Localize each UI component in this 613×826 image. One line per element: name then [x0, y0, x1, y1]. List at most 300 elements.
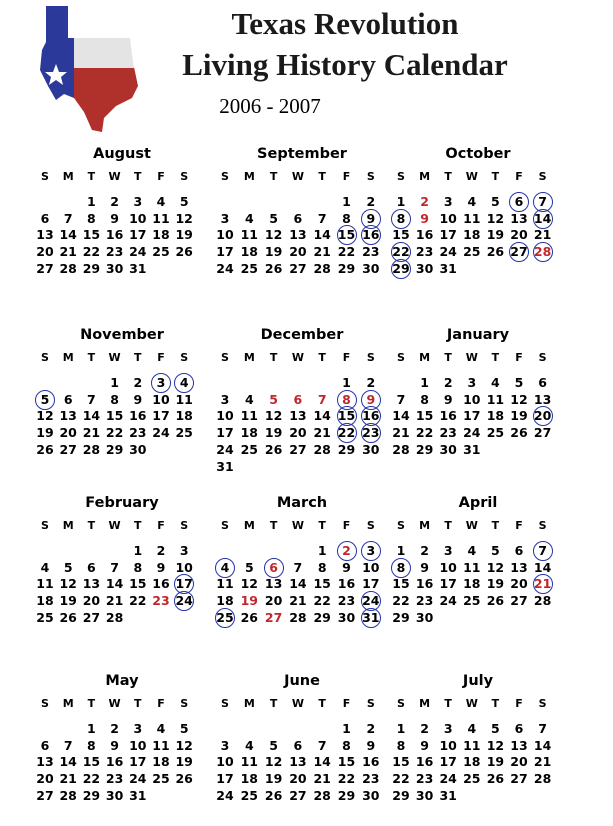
day-cell: 28	[59, 260, 77, 276]
day-cell: 26	[264, 787, 283, 803]
event-day-cell: 21	[532, 576, 554, 592]
day-cell: 21	[313, 771, 331, 787]
day-cell: 23	[439, 425, 457, 441]
day-cell: 31	[216, 458, 234, 474]
day-cell: 9	[110, 210, 119, 226]
day-cell: 8	[342, 210, 351, 226]
week-row	[36, 754, 208, 770]
day-cell: 28	[313, 787, 331, 803]
day-cell: 29	[415, 441, 434, 457]
day-cell: 24	[216, 787, 234, 803]
day-cell: 14	[105, 576, 124, 592]
day-cell: 14	[313, 227, 331, 243]
day-cell: 16	[105, 227, 124, 243]
day-cell: 25	[240, 260, 258, 276]
event-day-cell: 24	[173, 593, 195, 609]
day-cell: 28	[533, 771, 552, 787]
day-cell: 13	[59, 408, 77, 424]
day-cell: 2	[366, 375, 376, 390]
day-cell: 2	[366, 194, 376, 209]
week-row	[392, 408, 564, 424]
day-cell: 27	[82, 609, 101, 625]
week-row	[392, 610, 564, 626]
day-cell: 3	[220, 737, 230, 753]
day-cell: 24	[439, 244, 457, 260]
event-day-cell: 5	[34, 392, 56, 408]
event-day-cell: 15	[336, 408, 358, 424]
day-cell: 23	[152, 593, 170, 609]
calendar-title-line-1: Texas Revolution	[231, 6, 459, 41]
day-cell: 4	[156, 721, 166, 736]
weekday-label: S	[366, 697, 375, 710]
day-cell: 15	[392, 227, 410, 243]
event-day-cell: 6	[508, 194, 530, 210]
event-day-cell: 16	[360, 227, 382, 243]
day-cell: 19	[59, 593, 77, 609]
week-row	[36, 425, 208, 441]
day-cell: 23	[337, 593, 356, 609]
day-cell: 23	[105, 244, 124, 260]
calendar-title-line-2: Living History Calendar	[182, 47, 508, 82]
day-cell: 13	[264, 576, 283, 592]
event-day-cell: 8	[390, 560, 412, 576]
day-cell: 12	[175, 737, 193, 753]
day-cell: 23	[415, 771, 434, 787]
day-cell: 30	[362, 260, 380, 276]
day-cell: 10	[129, 210, 147, 226]
day-cell: 1	[396, 543, 406, 558]
day-cell: 17	[152, 408, 170, 424]
day-cell: 15	[337, 754, 356, 770]
weekday-label: M	[62, 170, 74, 183]
day-cell: 17	[439, 227, 457, 243]
weekday-label: S	[180, 697, 189, 710]
day-cell: 14	[533, 737, 552, 753]
month-name: August	[93, 146, 151, 162]
day-cell: 23	[362, 771, 380, 787]
day-cell: 25	[240, 787, 258, 803]
day-cell: 3	[467, 375, 477, 390]
week-row	[216, 194, 388, 210]
day-cell: 21	[105, 593, 124, 609]
day-cell: 10	[216, 408, 234, 424]
day-cell: 2	[110, 194, 119, 209]
day-cell: 12	[510, 391, 528, 407]
weekday-label: F	[515, 170, 523, 183]
day-cell: 11	[175, 391, 193, 407]
day-cell: 12	[486, 737, 505, 753]
weekday-label: S	[366, 351, 375, 364]
weekday-label: S	[221, 351, 229, 364]
event-day-cell: 8	[390, 211, 412, 227]
day-cell: 12	[264, 408, 283, 424]
weekday-label: W	[108, 351, 121, 364]
day-cell: 12	[240, 576, 258, 592]
day-cell: 20	[510, 576, 528, 592]
month-name: April	[458, 495, 498, 511]
week-row	[392, 543, 564, 559]
day-cell: 21	[533, 754, 552, 770]
weekday-label: T	[444, 351, 452, 364]
week-row	[36, 375, 208, 391]
weekday-label: S	[41, 170, 49, 183]
day-cell: 22	[313, 593, 331, 609]
week-row	[392, 738, 564, 754]
day-cell: 3	[443, 194, 453, 209]
day-cell: 12	[486, 559, 505, 575]
day-cell: 4	[491, 375, 500, 390]
month-name: January	[446, 327, 510, 343]
weekday-label: F	[157, 170, 165, 183]
day-cell: 20	[264, 593, 283, 609]
day-cell: 28	[392, 441, 410, 457]
day-cell: 2	[156, 543, 166, 558]
day-cell: 4	[156, 194, 166, 209]
day-cell: 10	[439, 737, 457, 753]
day-cell: 7	[110, 559, 119, 575]
event-day-cell: 6	[263, 560, 285, 576]
day-cell: 14	[313, 754, 331, 770]
day-cell: 2	[366, 721, 376, 736]
day-cell: 25	[152, 244, 170, 260]
day-cell: 18	[463, 227, 481, 243]
week-row	[216, 392, 388, 408]
day-cell: 21	[59, 244, 77, 260]
week-row	[216, 610, 388, 626]
week-row	[216, 425, 388, 441]
week-row	[216, 754, 388, 770]
month-name: February	[85, 495, 159, 511]
day-cell: 21	[313, 425, 331, 441]
day-cell: 6	[293, 737, 303, 753]
event-day-cell: 24	[360, 593, 382, 609]
week-row	[36, 593, 208, 609]
day-cell: 14	[533, 559, 552, 575]
day-cell: 5	[269, 737, 278, 753]
day-cell: 17	[129, 754, 147, 770]
day-cell: 28	[313, 441, 331, 457]
weekday-label: T	[491, 519, 500, 532]
day-cell: 10	[362, 559, 380, 575]
day-cell: 7	[293, 559, 303, 575]
day-cell: 30	[105, 787, 124, 803]
week-row	[36, 576, 208, 592]
event-day-cell: 27	[508, 244, 530, 260]
week-row	[392, 754, 564, 770]
day-cell: 11	[463, 210, 481, 226]
day-cell: 3	[443, 543, 453, 558]
day-cell: 1	[133, 543, 143, 558]
day-cell: 11	[240, 754, 258, 770]
weekday-label: T	[318, 351, 326, 364]
day-cell: 6	[63, 391, 73, 407]
day-cell: 15	[105, 408, 124, 424]
day-cell: 5	[63, 559, 73, 575]
weekday-label: W	[465, 351, 478, 364]
week-row	[36, 211, 208, 227]
day-cell: 1	[396, 194, 406, 209]
event-day-cell: 17	[173, 576, 195, 592]
day-cell: 1	[87, 194, 96, 209]
weekday-label: W	[108, 697, 121, 710]
month-name: June	[284, 673, 320, 689]
week-row	[392, 244, 564, 260]
day-cell: 10	[152, 391, 170, 407]
day-cell: 19	[510, 408, 528, 424]
event-day-cell: 22	[390, 244, 412, 260]
day-cell: 14	[59, 227, 77, 243]
day-cell: 7	[317, 210, 327, 226]
day-cell: 8	[396, 737, 406, 753]
day-cell: 9	[110, 737, 119, 753]
day-cell: 15	[313, 576, 331, 592]
day-cell: 23	[415, 244, 434, 260]
event-day-cell: 7	[532, 194, 554, 210]
day-cell: 12	[36, 408, 54, 424]
day-cell: 22	[415, 425, 434, 441]
week-row	[216, 593, 388, 609]
day-cell: 30	[105, 260, 124, 276]
day-cell: 30	[362, 441, 380, 457]
week-row	[216, 721, 388, 737]
day-cell: 24	[216, 441, 234, 457]
day-cell: 18	[175, 408, 193, 424]
week-row	[36, 771, 208, 787]
day-cell: 30	[129, 441, 147, 457]
weekday-label: M	[243, 351, 255, 364]
day-cell: 29	[392, 787, 410, 803]
weekday-label: F	[157, 697, 165, 710]
day-cell: 19	[240, 593, 258, 609]
weekday-header-row	[216, 169, 388, 185]
weekday-label: T	[87, 697, 96, 710]
weekday-label: T	[269, 697, 278, 710]
day-cell: 14	[82, 408, 101, 424]
weekday-label: M	[419, 519, 431, 532]
weekday-label: S	[366, 170, 375, 183]
weekday-label: F	[342, 170, 351, 183]
day-cell: 5	[179, 194, 189, 209]
day-cell: 8	[87, 737, 96, 753]
day-cell: 25	[175, 425, 193, 441]
day-cell: 31	[129, 260, 147, 276]
day-cell: 16	[439, 408, 457, 424]
day-cell: 25	[152, 771, 170, 787]
day-cell: 3	[220, 391, 230, 407]
weekday-label: S	[538, 519, 547, 532]
day-cell: 6	[514, 543, 524, 558]
day-cell: 1	[87, 721, 96, 736]
weekday-label: T	[134, 170, 142, 183]
weekday-label: S	[180, 351, 189, 364]
day-cell: 25	[240, 441, 258, 457]
day-cell: 15	[392, 754, 410, 770]
day-cell: 24	[129, 244, 147, 260]
week-row	[216, 211, 388, 227]
day-cell: 14	[392, 408, 410, 424]
day-cell: 3	[220, 210, 230, 226]
day-cell: 3	[133, 194, 143, 209]
day-cell: 16	[337, 576, 356, 592]
weekday-header-row	[392, 350, 564, 366]
weekday-label: F	[515, 697, 523, 710]
weekday-label: W	[291, 170, 304, 183]
day-cell: 8	[87, 210, 96, 226]
day-cell: 26	[264, 441, 283, 457]
day-cell: 23	[129, 425, 147, 441]
week-row	[216, 543, 388, 559]
day-cell: 1	[396, 721, 406, 736]
day-cell: 10	[129, 737, 147, 753]
weekday-label: S	[538, 170, 547, 183]
weekday-label: M	[62, 697, 74, 710]
day-cell: 23	[415, 593, 434, 609]
day-cell: 11	[463, 559, 481, 575]
week-row	[392, 425, 564, 441]
day-cell: 29	[392, 609, 410, 625]
week-row	[36, 194, 208, 210]
day-cell: 27	[289, 441, 307, 457]
day-cell: 18	[152, 227, 170, 243]
event-day-cell: 29	[390, 261, 412, 277]
day-cell: 7	[87, 391, 96, 407]
day-cell: 26	[175, 771, 193, 787]
week-row	[392, 261, 564, 277]
day-cell: 22	[82, 771, 101, 787]
day-cell: 29	[337, 260, 356, 276]
weekday-label: M	[419, 351, 431, 364]
day-cell: 2	[420, 194, 429, 209]
week-row	[36, 408, 208, 424]
week-row	[392, 375, 564, 391]
week-row	[392, 194, 564, 210]
day-cell: 24	[216, 260, 234, 276]
event-day-cell: 3	[360, 543, 382, 559]
day-cell: 25	[36, 609, 54, 625]
week-row	[392, 392, 564, 408]
week-row	[36, 261, 208, 277]
week-row	[36, 392, 208, 408]
weekday-label: T	[134, 351, 142, 364]
day-cell: 21	[59, 771, 77, 787]
day-cell: 19	[264, 771, 283, 787]
weekday-label: S	[397, 351, 405, 364]
day-cell: 24	[152, 425, 170, 441]
weekday-label: S	[41, 519, 49, 532]
day-cell: 7	[396, 391, 406, 407]
day-cell: 6	[293, 391, 303, 407]
day-cell: 10	[463, 391, 481, 407]
day-cell: 13	[36, 227, 54, 243]
weekday-label: T	[318, 519, 326, 532]
day-cell: 11	[240, 227, 258, 243]
day-cell: 9	[443, 391, 453, 407]
day-cell: 12	[486, 210, 505, 226]
week-row	[216, 227, 388, 243]
day-cell: 31	[463, 441, 481, 457]
weekday-header-row	[216, 518, 388, 534]
day-cell: 4	[467, 721, 477, 736]
day-cell: 28	[313, 260, 331, 276]
day-cell: 13	[289, 227, 307, 243]
weekday-label: T	[444, 170, 452, 183]
day-cell: 30	[439, 441, 457, 457]
weekday-label: T	[87, 519, 96, 532]
weekday-label: T	[318, 170, 326, 183]
event-day-cell: 23	[360, 425, 382, 441]
weekday-label: W	[465, 519, 478, 532]
weekday-label: T	[491, 351, 500, 364]
event-day-cell: 31	[360, 610, 382, 626]
weekday-label: F	[157, 519, 165, 532]
day-cell: 26	[175, 244, 193, 260]
day-cell: 31	[439, 260, 457, 276]
day-cell: 13	[510, 737, 528, 753]
week-row	[36, 560, 208, 576]
week-row	[216, 576, 388, 592]
day-cell: 20	[36, 771, 54, 787]
day-cell: 13	[82, 576, 101, 592]
day-cell: 13	[510, 210, 528, 226]
week-row	[36, 227, 208, 243]
weekday-label: T	[134, 697, 142, 710]
event-day-cell: 25	[214, 610, 236, 626]
day-cell: 7	[63, 210, 73, 226]
day-cell: 12	[59, 576, 77, 592]
day-cell: 13	[289, 408, 307, 424]
weekday-label: T	[87, 351, 96, 364]
week-row	[392, 442, 564, 458]
day-cell: 27	[59, 441, 77, 457]
day-cell: 10	[175, 559, 193, 575]
weekday-label: W	[108, 170, 121, 183]
weekday-label: W	[291, 519, 304, 532]
day-cell: 14	[59, 754, 77, 770]
day-cell: 10	[216, 227, 234, 243]
week-row	[216, 788, 388, 804]
day-cell: 17	[216, 771, 234, 787]
day-cell: 1	[317, 543, 327, 558]
day-cell: 23	[105, 771, 124, 787]
week-row	[392, 211, 564, 227]
weekday-label: M	[62, 519, 74, 532]
event-day-cell: 4	[214, 560, 236, 576]
day-cell: 8	[420, 391, 429, 407]
day-cell: 4	[244, 391, 254, 407]
day-cell: 14	[313, 408, 331, 424]
day-cell: 4	[244, 737, 254, 753]
day-cell: 3	[179, 543, 189, 558]
weekday-label: F	[342, 351, 351, 364]
day-cell: 13	[510, 559, 528, 575]
day-cell: 9	[420, 737, 429, 753]
day-cell: 21	[392, 425, 410, 441]
day-cell: 27	[510, 593, 528, 609]
day-cell: 11	[152, 737, 170, 753]
day-cell: 7	[317, 391, 327, 407]
week-row	[392, 560, 564, 576]
week-row	[392, 788, 564, 804]
weekday-label: T	[269, 170, 278, 183]
day-cell: 18	[240, 244, 258, 260]
week-row	[36, 721, 208, 737]
weekday-label: T	[444, 519, 452, 532]
week-row	[36, 738, 208, 754]
day-cell: 1	[420, 375, 429, 390]
day-cell: 30	[337, 609, 356, 625]
event-day-cell: 8	[336, 392, 358, 408]
day-cell: 18	[463, 754, 481, 770]
